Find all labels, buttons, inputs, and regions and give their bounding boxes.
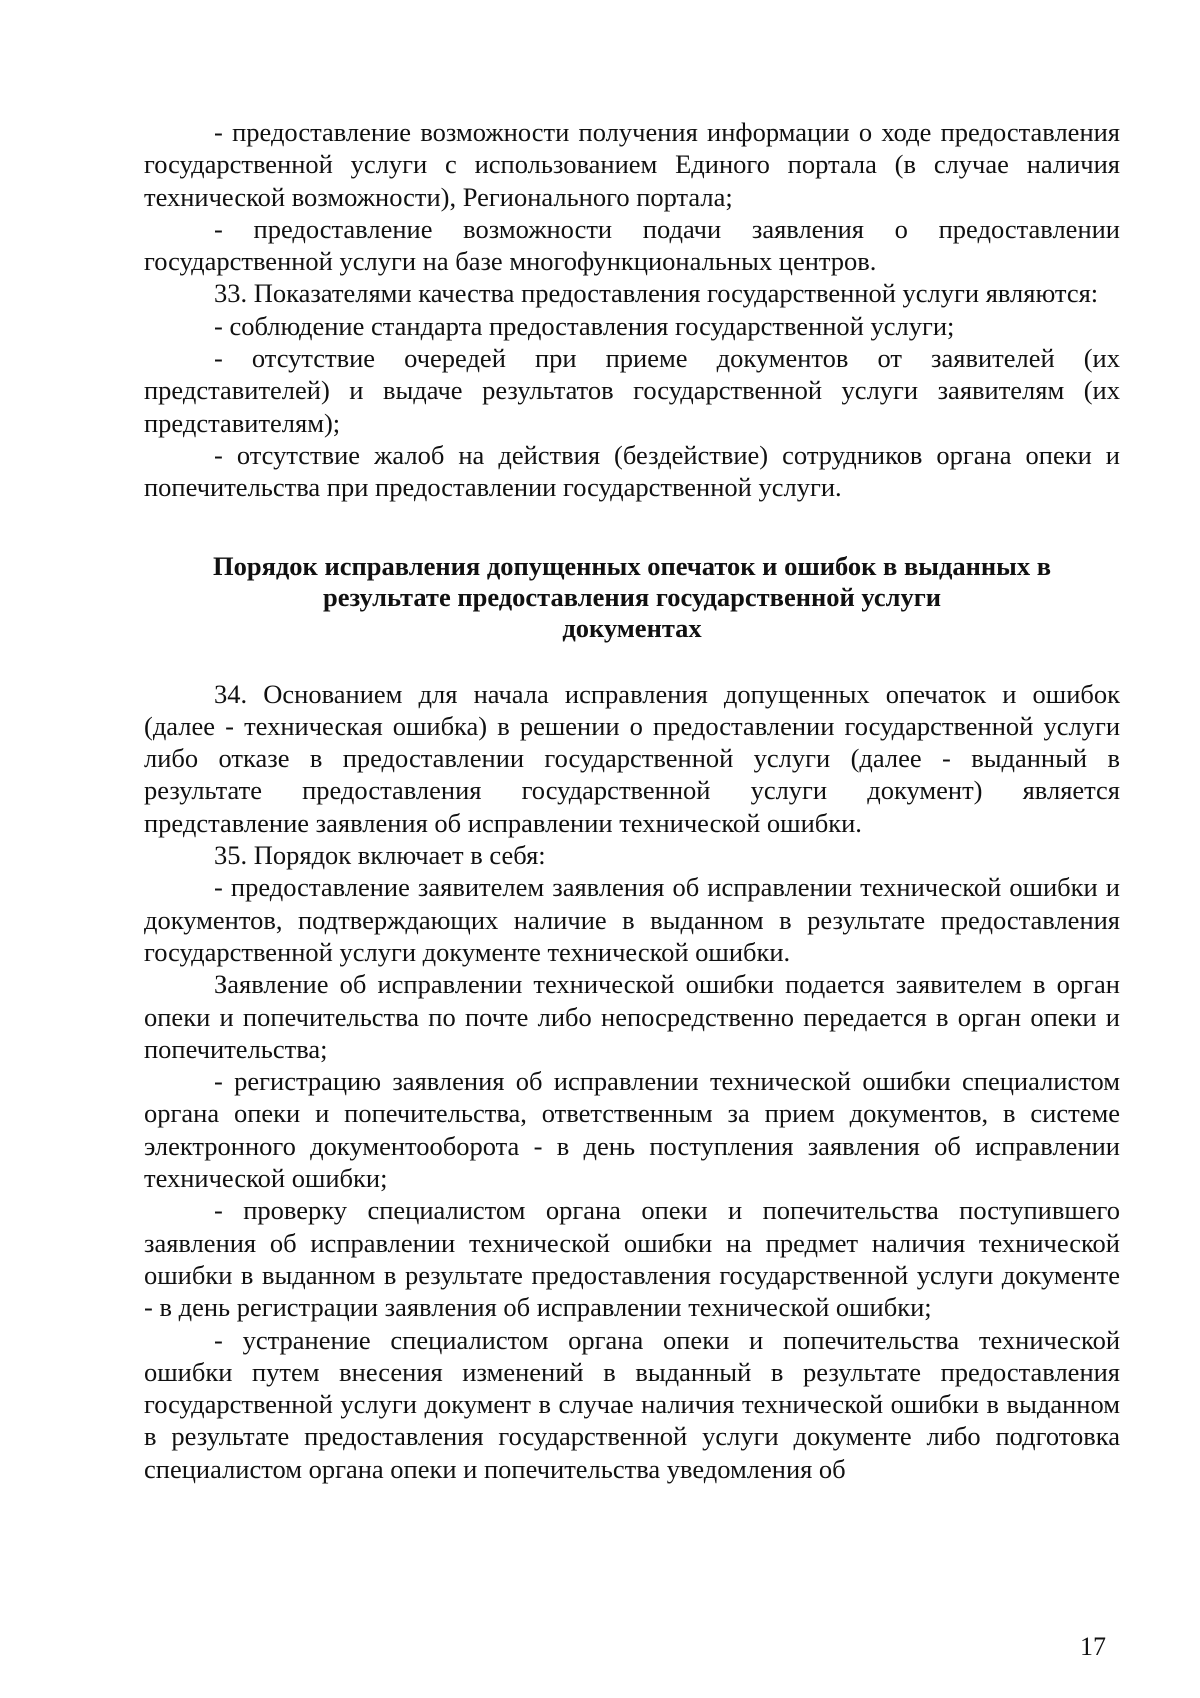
section-heading: [144, 551, 1120, 644]
paragraph: 35. Порядок включает в себя:: [214, 840, 546, 871]
section-heading-line: документах: [562, 612, 702, 643]
paragraph: - соблюдение стандарта предоставления государственной услуги;: [214, 310, 955, 341]
page-number: 17: [1080, 1632, 1106, 1661]
paragraph: - регистрацию заявления об исправлении технической ошибки специалистом органа опеки и попечительства, ответственным за прием документов, в системе электронного документооборота - в день поступления заявления об исправлении технической ошибки;: [144, 1066, 1120, 1194]
paragraph: - проверку специалистом органа опеки и попечительства поступившего заявления об исправлении технической ошибки на предмет наличия технической ошибки в выданном в результате предоставления государственной услуги документе - в день регистрации заявления об исправлении технической ошибки;: [144, 1195, 1120, 1323]
paragraph: - предоставление заявителем заявления об исправлении технической ошибки и документов, подтверждающих наличие в выданном в результате предоставления государственной услуги документе технической ошибки.: [144, 872, 1120, 967]
paragraph: - устранение специалистом органа опеки и попечительства технической ошибки путем внесения изменений в выданный в результате предоставления государственной услуги документ в случае наличия технической ошибки в выданном в результате предоставления государственной услуги документе либо подготовка специалистом органа опеки и попечительства уведомления об: [144, 1324, 1120, 1484]
section-heading-line: результате предоставления государственной услуги: [322, 581, 942, 612]
paragraph: Заявление об исправлении технической ошибки подается заявителем в орган опеки и попечительства по почте либо непосредственно передается в орган опеки и попечительства;: [144, 969, 1120, 1064]
page-content: [144, 116, 1120, 1485]
paragraph: - предоставление возможности получения информации о ходе предоставления государственной услуги с использованием Единого портала (в случае наличия технической возможности), Регионального портала;: [144, 117, 1120, 212]
paragraph: 33. Показателями качества предоставления государственной услуги являются:: [214, 278, 1099, 309]
paragraph: 34. Основанием для начала исправления допущенных опечаток и ошибок (далее - техническая ошибка) в решении о предоставлении государственной услуги либо отказе в предоставлении государственной услуги (далее - выданный в результате предоставления государственной услуги документ) является представление заявления об исправлении технической ошибки.: [144, 678, 1120, 838]
paragraph: - отсутствие жалоб на действия (бездействие) сотрудников органа опеки и попечительства при предоставлении государственной услуги.: [144, 439, 1120, 503]
paragraph: - предоставление возможности подачи заявления о предоставлении государственной услуги на базе многофункциональных центров.: [144, 213, 1120, 277]
section-heading-line: Порядок исправления допущенных опечаток и ошибок в выданных в: [212, 550, 1052, 581]
paragraph: - отсутствие очередей при приеме документов от заявителей (их представителей) и выдаче результатов государственной услуги заявителям (их представителям);: [144, 343, 1120, 438]
